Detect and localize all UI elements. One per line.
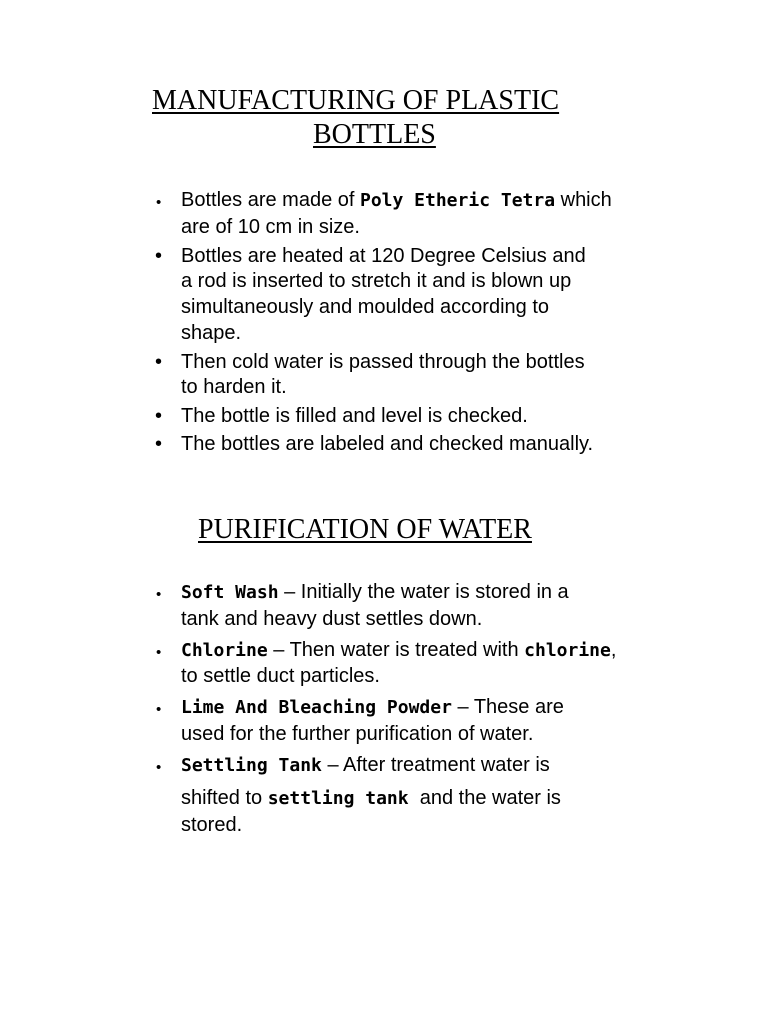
list-item-line: Bottles are heated at 120 Degree Celsius and — [181, 245, 586, 267]
list-item-line — [181, 785, 681, 812]
list-item-line: Then cold water is passed through the bottles — [181, 351, 585, 373]
list-item-line: used for the further purification of water. — [181, 723, 534, 745]
list-item-line: to harden it. — [181, 376, 287, 398]
list-item-text: Bottles are made of — [181, 189, 360, 211]
bullet-icon: • — [156, 194, 162, 211]
list-item-text: which — [555, 189, 612, 211]
list-item-text: shifted to — [181, 787, 268, 809]
list-item-line: to settle duct particles. — [181, 665, 380, 687]
list-item-line: are of 10 cm in size. — [181, 216, 360, 238]
bold-term: Soft Wash — [181, 582, 279, 603]
list-item-line: simultaneously and moulded according to — [181, 296, 549, 318]
list-item-line: The bottles are labeled and checked manually. — [181, 433, 594, 455]
bold-term: Chlorine — [181, 640, 268, 661]
list-item-text: and the water is — [408, 787, 561, 809]
list-item-line — [181, 187, 681, 214]
list-item-line — [181, 579, 681, 606]
bullet-icon: • — [155, 351, 163, 373]
list-item-line: a rod is inserted to stretch it and is blown up — [181, 270, 572, 292]
bold-term: settling tank — [267, 788, 409, 809]
list-item-text: – Initially the water is stored in a — [278, 581, 569, 603]
list-item-line — [181, 637, 681, 664]
list-item-line: shape. — [181, 322, 242, 344]
bullet-icon: • — [155, 245, 163, 267]
list-item-line — [181, 752, 681, 779]
bullet-icon: • — [155, 405, 163, 427]
section1-title-line1: MANUFACTURING OF PLASTIC — [152, 85, 560, 116]
list-item-line: The bottle is filled and level is checked. — [181, 405, 528, 427]
list-item-line — [181, 694, 681, 721]
bold-term: Poly Etheric Tetra — [359, 190, 556, 211]
bullet-icon: • — [155, 433, 163, 455]
section2-title: PURIFICATION OF WATER — [198, 514, 532, 545]
list-item-line: stored. — [181, 814, 243, 836]
list-item-text: , — [610, 639, 617, 661]
bullet-icon: • — [156, 759, 162, 776]
list-item-text: – These are — [451, 696, 564, 718]
bullet-icon: • — [156, 644, 162, 661]
bold-term: chlorine — [524, 640, 611, 661]
bold-term: Settling Tank — [181, 755, 322, 776]
bold-term: Lime And Bleaching Powder — [181, 697, 452, 718]
bullet-icon: • — [156, 701, 162, 718]
list-item-text: – Then water is treated with — [267, 639, 525, 661]
section1-title-line2: BOTTLES — [313, 119, 436, 150]
list-item-line: tank and heavy dust settles down. — [181, 608, 483, 630]
bullet-icon: • — [156, 586, 162, 603]
list-item-text: – After treatment water is — [321, 754, 550, 776]
